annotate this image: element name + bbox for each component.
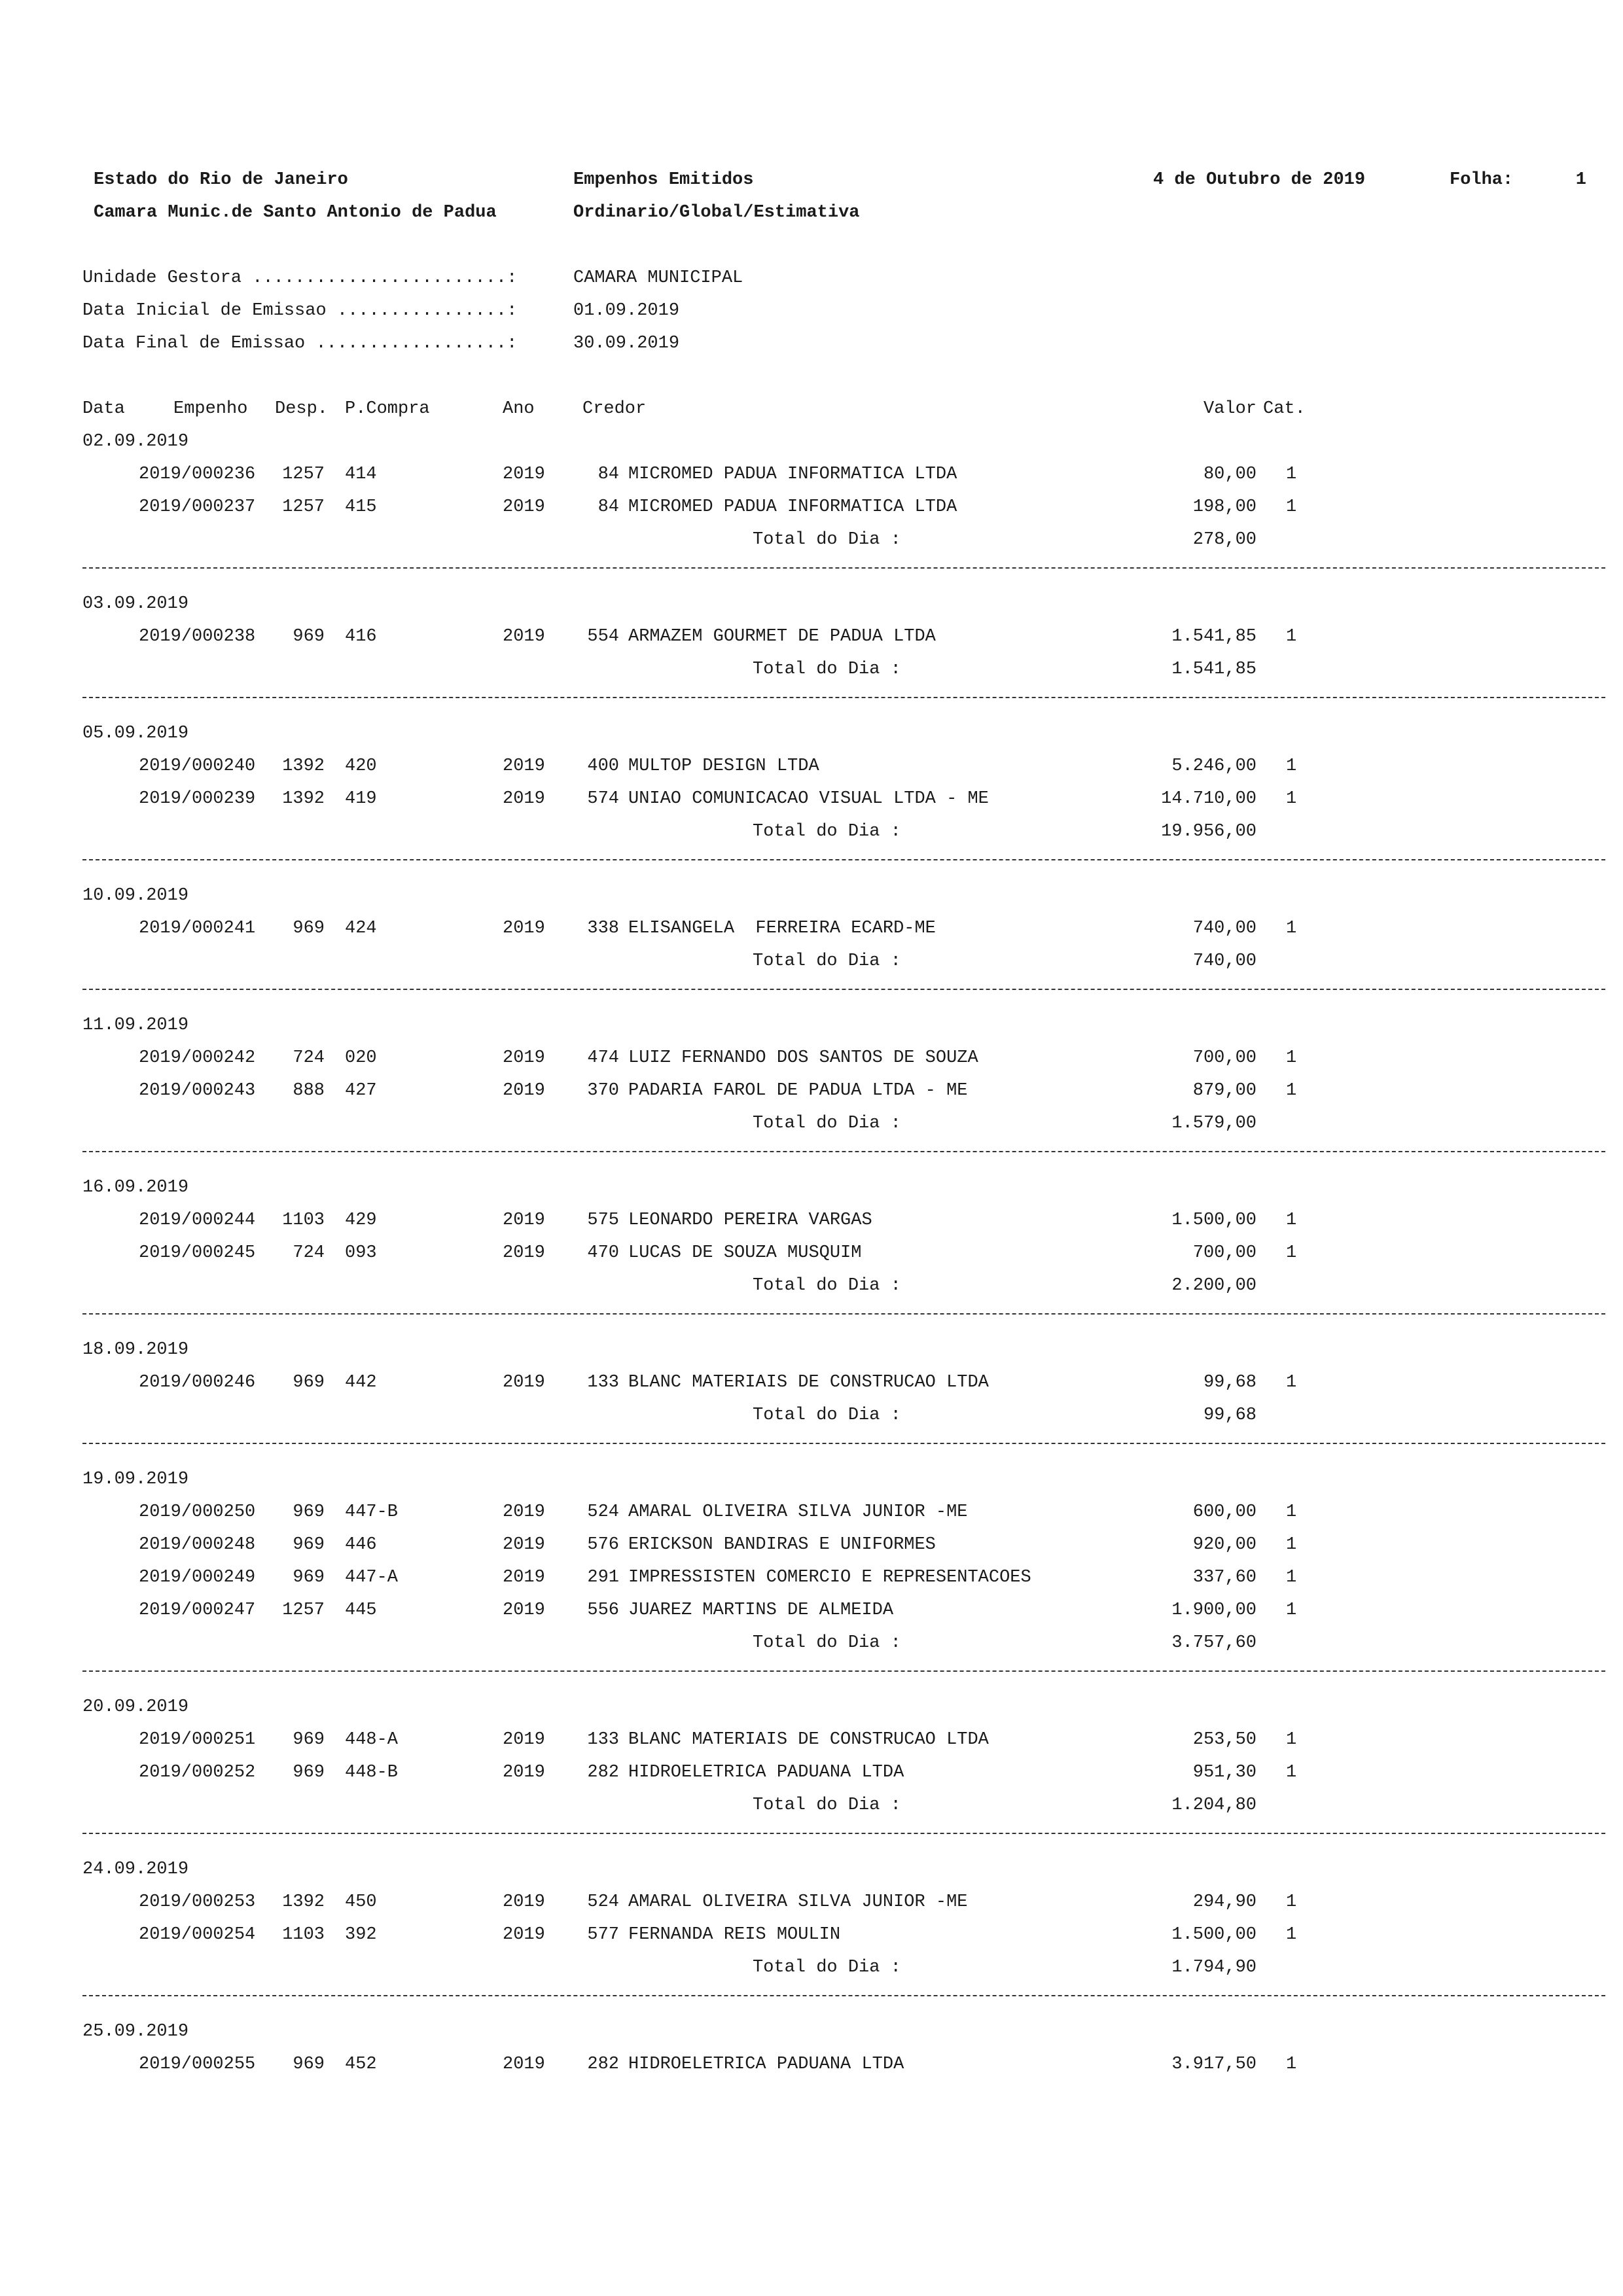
row-cat: 1 bbox=[1286, 756, 1297, 776]
total-label: Total do Dia : bbox=[753, 951, 901, 971]
row-empenho: 2019/000245 bbox=[139, 1243, 256, 1263]
row-credor-code: 338 bbox=[587, 919, 619, 938]
row-desp: 1257 bbox=[282, 497, 325, 517]
col-valor: Valor bbox=[1203, 399, 1257, 419]
row-desp: 1392 bbox=[282, 1892, 325, 1912]
data-inicial-value: 01.09.2019 bbox=[573, 301, 680, 321]
row-pcompra: 429 bbox=[345, 1210, 377, 1230]
row-credor: UNIAO COMUNICACAO VISUAL LTDA - ME bbox=[628, 789, 989, 809]
row-valor: 951,30 bbox=[1192, 1763, 1257, 1782]
row-ano: 2019 bbox=[503, 919, 545, 938]
total-label: Total do Dia : bbox=[753, 1276, 901, 1296]
row-desp: 969 bbox=[293, 1730, 325, 1750]
row-ano: 2019 bbox=[503, 2055, 545, 2074]
row-credor-code: 282 bbox=[587, 1763, 619, 1782]
row-desp: 969 bbox=[293, 1763, 325, 1782]
row-credor-code: 133 bbox=[587, 1373, 619, 1392]
row-cat: 1 bbox=[1286, 627, 1297, 646]
row-credor: ARMAZEM GOURMET DE PADUA LTDA bbox=[628, 627, 936, 646]
total-label: Total do Dia : bbox=[753, 530, 901, 550]
row-desp: 888 bbox=[293, 1081, 325, 1101]
separator bbox=[82, 859, 1605, 860]
day-date: 03.09.2019 bbox=[82, 594, 189, 614]
separator bbox=[82, 989, 1605, 990]
report-title: Empenhos Emitidos bbox=[573, 170, 754, 190]
row-credor-code: 291 bbox=[587, 1568, 619, 1587]
row-cat: 1 bbox=[1286, 1373, 1297, 1392]
row-desp: 969 bbox=[293, 2055, 325, 2074]
row-pcompra: 416 bbox=[345, 627, 377, 646]
row-desp: 1392 bbox=[282, 789, 325, 809]
row-ano: 2019 bbox=[503, 465, 545, 484]
row-pcompra: 427 bbox=[345, 1081, 377, 1101]
row-pcompra: 020 bbox=[345, 1048, 377, 1068]
row-credor: AMARAL OLIVEIRA SILVA JUNIOR -ME bbox=[628, 1502, 968, 1522]
row-credor: LEONARDO PEREIRA VARGAS bbox=[628, 1210, 872, 1230]
row-ano: 2019 bbox=[503, 627, 545, 646]
row-pcompra: 452 bbox=[345, 2055, 377, 2074]
day-date: 20.09.2019 bbox=[82, 1697, 189, 1717]
row-pcompra: 414 bbox=[345, 465, 377, 484]
row-desp: 969 bbox=[293, 919, 325, 938]
day-date: 24.09.2019 bbox=[82, 1860, 189, 1879]
row-credor-code: 470 bbox=[587, 1243, 619, 1263]
total-label: Total do Dia : bbox=[753, 1114, 901, 1133]
day-total: 1.579,00 bbox=[1171, 1114, 1257, 1133]
row-empenho: 2019/000246 bbox=[139, 1373, 256, 1392]
row-credor: LUIZ FERNANDO DOS SANTOS DE SOUZA bbox=[628, 1048, 978, 1068]
data-inicial-label: Data Inicial de Emissao ................: bbox=[82, 301, 518, 321]
row-cat: 1 bbox=[1286, 497, 1297, 517]
row-empenho: 2019/000252 bbox=[139, 1763, 256, 1782]
row-valor: 1.500,00 bbox=[1171, 1925, 1257, 1945]
data-final-label: Data Final de Emissao ..................: bbox=[82, 334, 518, 353]
row-pcompra: 442 bbox=[345, 1373, 377, 1392]
row-ano: 2019 bbox=[503, 1568, 545, 1587]
row-credor-code: 370 bbox=[587, 1081, 619, 1101]
report-date: 4 de Outubro de 2019 bbox=[1153, 170, 1366, 190]
day-total: 1.204,80 bbox=[1171, 1795, 1257, 1815]
separator bbox=[82, 697, 1605, 698]
total-label: Total do Dia : bbox=[753, 1795, 901, 1815]
row-cat: 1 bbox=[1286, 1763, 1297, 1782]
day-total: 99,68 bbox=[1203, 1405, 1257, 1425]
row-ano: 2019 bbox=[503, 789, 545, 809]
day-total: 3.757,60 bbox=[1171, 1633, 1257, 1653]
row-valor: 99,68 bbox=[1203, 1373, 1257, 1392]
row-empenho: 2019/000253 bbox=[139, 1892, 256, 1912]
row-empenho: 2019/000237 bbox=[139, 497, 256, 517]
row-empenho: 2019/000239 bbox=[139, 789, 256, 809]
row-cat: 1 bbox=[1286, 1730, 1297, 1750]
row-empenho: 2019/000243 bbox=[139, 1081, 256, 1101]
row-pcompra: 448-B bbox=[345, 1763, 399, 1782]
day-total: 19.956,00 bbox=[1161, 822, 1257, 841]
row-cat: 1 bbox=[1286, 1048, 1297, 1068]
row-cat: 1 bbox=[1286, 1535, 1297, 1555]
row-empenho: 2019/000241 bbox=[139, 919, 256, 938]
row-pcompra: 415 bbox=[345, 497, 377, 517]
row-desp: 724 bbox=[293, 1048, 325, 1068]
row-empenho: 2019/000251 bbox=[139, 1730, 256, 1750]
col-credor: Credor bbox=[582, 399, 647, 419]
row-credor: JUAREZ MARTINS DE ALMEIDA bbox=[628, 1600, 894, 1620]
row-ano: 2019 bbox=[503, 497, 545, 517]
row-ano: 2019 bbox=[503, 1600, 545, 1620]
row-desp: 1103 bbox=[282, 1210, 325, 1230]
day-date: 18.09.2019 bbox=[82, 1340, 189, 1360]
row-desp: 969 bbox=[293, 1373, 325, 1392]
row-pcompra: 447-B bbox=[345, 1502, 399, 1522]
row-credor: FERNANDA REIS MOULIN bbox=[628, 1925, 841, 1945]
row-empenho: 2019/000249 bbox=[139, 1568, 256, 1587]
day-date: 16.09.2019 bbox=[82, 1178, 189, 1197]
separator bbox=[82, 1443, 1605, 1444]
row-pcompra: 445 bbox=[345, 1600, 377, 1620]
row-credor-code: 133 bbox=[587, 1730, 619, 1750]
day-total: 1.541,85 bbox=[1171, 660, 1257, 679]
row-valor: 740,00 bbox=[1192, 919, 1257, 938]
col-empenho: Empenho bbox=[173, 399, 248, 419]
row-desp: 1257 bbox=[282, 465, 325, 484]
row-cat: 1 bbox=[1286, 1502, 1297, 1522]
day-date: 25.09.2019 bbox=[82, 2022, 189, 2041]
col-cat: Cat. bbox=[1263, 399, 1306, 419]
row-empenho: 2019/000255 bbox=[139, 2055, 256, 2074]
row-valor: 700,00 bbox=[1192, 1243, 1257, 1263]
day-date: 02.09.2019 bbox=[82, 432, 189, 451]
header-org: Camara Munic.de Santo Antonio de Padua bbox=[94, 203, 497, 222]
row-pcompra: 093 bbox=[345, 1243, 377, 1263]
day-total: 1.794,90 bbox=[1171, 1958, 1257, 1977]
row-credor: BLANC MATERIAIS DE CONSTRUCAO LTDA bbox=[628, 1730, 989, 1750]
day-date: 19.09.2019 bbox=[82, 1470, 189, 1489]
row-cat: 1 bbox=[1286, 1925, 1297, 1945]
row-ano: 2019 bbox=[503, 1502, 545, 1522]
row-pcompra: 424 bbox=[345, 919, 377, 938]
row-desp: 1257 bbox=[282, 1600, 325, 1620]
row-ano: 2019 bbox=[503, 1373, 545, 1392]
row-cat: 1 bbox=[1286, 789, 1297, 809]
row-cat: 1 bbox=[1286, 1600, 1297, 1620]
row-empenho: 2019/000250 bbox=[139, 1502, 256, 1522]
row-pcompra: 392 bbox=[345, 1925, 377, 1945]
row-desp: 969 bbox=[293, 1535, 325, 1555]
row-cat: 1 bbox=[1286, 919, 1297, 938]
unidade-label: Unidade Gestora ........................: bbox=[82, 268, 518, 288]
row-credor: ELISANGELA FERREIRA ECARD-ME bbox=[628, 919, 936, 938]
row-credor: MICROMED PADUA INFORMATICA LTDA bbox=[628, 497, 957, 517]
row-valor: 294,90 bbox=[1192, 1892, 1257, 1912]
row-credor: HIDROELETRICA PADUANA LTDA bbox=[628, 1763, 904, 1782]
total-label: Total do Dia : bbox=[753, 660, 901, 679]
folha-number: 1 bbox=[1575, 170, 1586, 190]
row-desp: 969 bbox=[293, 627, 325, 646]
day-date: 05.09.2019 bbox=[82, 724, 189, 743]
col-ano: Ano bbox=[503, 399, 535, 419]
row-ano: 2019 bbox=[503, 1210, 545, 1230]
row-cat: 1 bbox=[1286, 1892, 1297, 1912]
day-date: 11.09.2019 bbox=[82, 1016, 189, 1035]
row-valor: 253,50 bbox=[1192, 1730, 1257, 1750]
row-credor-code: 474 bbox=[587, 1048, 619, 1068]
row-empenho: 2019/000236 bbox=[139, 465, 256, 484]
row-cat: 1 bbox=[1286, 465, 1297, 484]
folha-label: Folha: bbox=[1450, 170, 1514, 190]
row-credor-code: 84 bbox=[597, 465, 619, 484]
row-valor: 198,00 bbox=[1192, 497, 1257, 517]
total-label: Total do Dia : bbox=[753, 1633, 901, 1653]
row-credor: MICROMED PADUA INFORMATICA LTDA bbox=[628, 465, 957, 484]
separator bbox=[82, 1313, 1605, 1315]
row-empenho: 2019/000248 bbox=[139, 1535, 256, 1555]
row-valor: 920,00 bbox=[1192, 1535, 1257, 1555]
row-credor: MULTOP DESIGN LTDA bbox=[628, 756, 819, 776]
row-desp: 724 bbox=[293, 1243, 325, 1263]
row-cat: 1 bbox=[1286, 1210, 1297, 1230]
row-credor-code: 400 bbox=[587, 756, 619, 776]
row-credor-code: 84 bbox=[597, 497, 619, 517]
day-total: 2.200,00 bbox=[1171, 1276, 1257, 1296]
row-valor: 14.710,00 bbox=[1161, 789, 1257, 809]
row-ano: 2019 bbox=[503, 1048, 545, 1068]
row-cat: 1 bbox=[1286, 1081, 1297, 1101]
row-credor-code: 577 bbox=[587, 1925, 619, 1945]
row-empenho: 2019/000247 bbox=[139, 1600, 256, 1620]
row-credor: AMARAL OLIVEIRA SILVA JUNIOR -ME bbox=[628, 1892, 968, 1912]
row-ano: 2019 bbox=[503, 1925, 545, 1945]
row-valor: 1.541,85 bbox=[1171, 627, 1257, 646]
total-label: Total do Dia : bbox=[753, 1405, 901, 1425]
row-empenho: 2019/000242 bbox=[139, 1048, 256, 1068]
row-credor-code: 524 bbox=[587, 1502, 619, 1522]
col-desp: Desp. bbox=[275, 399, 329, 419]
report-subtitle: Ordinario/Global/Estimativa bbox=[573, 203, 860, 222]
row-pcompra: 446 bbox=[345, 1535, 377, 1555]
row-pcompra: 419 bbox=[345, 789, 377, 809]
row-ano: 2019 bbox=[503, 1763, 545, 1782]
row-desp: 1103 bbox=[282, 1925, 325, 1945]
data-final-value: 30.09.2019 bbox=[573, 334, 680, 353]
separator bbox=[82, 1995, 1605, 1996]
row-ano: 2019 bbox=[503, 1243, 545, 1263]
row-empenho: 2019/000244 bbox=[139, 1210, 256, 1230]
row-credor-code: 554 bbox=[587, 627, 619, 646]
row-valor: 5.246,00 bbox=[1171, 756, 1257, 776]
row-pcompra: 450 bbox=[345, 1892, 377, 1912]
header-state: Estado do Rio de Janeiro bbox=[94, 170, 348, 190]
row-credor-code: 556 bbox=[587, 1600, 619, 1620]
row-valor: 1.500,00 bbox=[1171, 1210, 1257, 1230]
total-label: Total do Dia : bbox=[753, 1958, 901, 1977]
row-credor-code: 576 bbox=[587, 1535, 619, 1555]
row-pcompra: 447-A bbox=[345, 1568, 399, 1587]
row-desp: 969 bbox=[293, 1502, 325, 1522]
row-valor: 3.917,50 bbox=[1171, 2055, 1257, 2074]
row-valor: 1.900,00 bbox=[1171, 1600, 1257, 1620]
row-ano: 2019 bbox=[503, 1535, 545, 1555]
total-label: Total do Dia : bbox=[753, 822, 901, 841]
day-total: 740,00 bbox=[1192, 951, 1257, 971]
row-valor: 337,60 bbox=[1192, 1568, 1257, 1587]
row-credor-code: 574 bbox=[587, 789, 619, 809]
separator bbox=[82, 1833, 1605, 1834]
row-credor: ERICKSON BANDIRAS E UNIFORMES bbox=[628, 1535, 936, 1555]
row-credor-code: 282 bbox=[587, 2055, 619, 2074]
row-pcompra: 448-A bbox=[345, 1730, 399, 1750]
row-credor-code: 524 bbox=[587, 1892, 619, 1912]
unidade-value: CAMARA MUNICIPAL bbox=[573, 268, 743, 288]
row-ano: 2019 bbox=[503, 1081, 545, 1101]
row-pcompra: 420 bbox=[345, 756, 377, 776]
row-desp: 1392 bbox=[282, 756, 325, 776]
row-credor: HIDROELETRICA PADUANA LTDA bbox=[628, 2055, 904, 2074]
row-credor: LUCAS DE SOUZA MUSQUIM bbox=[628, 1243, 862, 1263]
separator bbox=[82, 1670, 1605, 1672]
col-data: Data bbox=[82, 399, 125, 419]
row-desp: 969 bbox=[293, 1568, 325, 1587]
row-valor: 600,00 bbox=[1192, 1502, 1257, 1522]
row-credor: BLANC MATERIAIS DE CONSTRUCAO LTDA bbox=[628, 1373, 989, 1392]
row-cat: 1 bbox=[1286, 2055, 1297, 2074]
row-empenho: 2019/000254 bbox=[139, 1925, 256, 1945]
row-credor: IMPRESSISTEN COMERCIO E REPRESENTACOES bbox=[628, 1568, 1031, 1587]
row-cat: 1 bbox=[1286, 1568, 1297, 1587]
row-valor: 80,00 bbox=[1203, 465, 1257, 484]
separator bbox=[82, 1151, 1605, 1152]
row-valor: 879,00 bbox=[1192, 1081, 1257, 1101]
row-cat: 1 bbox=[1286, 1243, 1297, 1263]
day-date: 10.09.2019 bbox=[82, 886, 189, 906]
row-valor: 700,00 bbox=[1192, 1048, 1257, 1068]
row-empenho: 2019/000238 bbox=[139, 627, 256, 646]
row-ano: 2019 bbox=[503, 1892, 545, 1912]
col-pcompra: P.Compra bbox=[345, 399, 430, 419]
row-credor-code: 575 bbox=[587, 1210, 619, 1230]
row-ano: 2019 bbox=[503, 756, 545, 776]
row-empenho: 2019/000240 bbox=[139, 756, 256, 776]
row-credor: PADARIA FAROL DE PADUA LTDA - ME bbox=[628, 1081, 968, 1101]
separator bbox=[82, 567, 1605, 569]
row-ano: 2019 bbox=[503, 1730, 545, 1750]
day-total: 278,00 bbox=[1192, 530, 1257, 550]
